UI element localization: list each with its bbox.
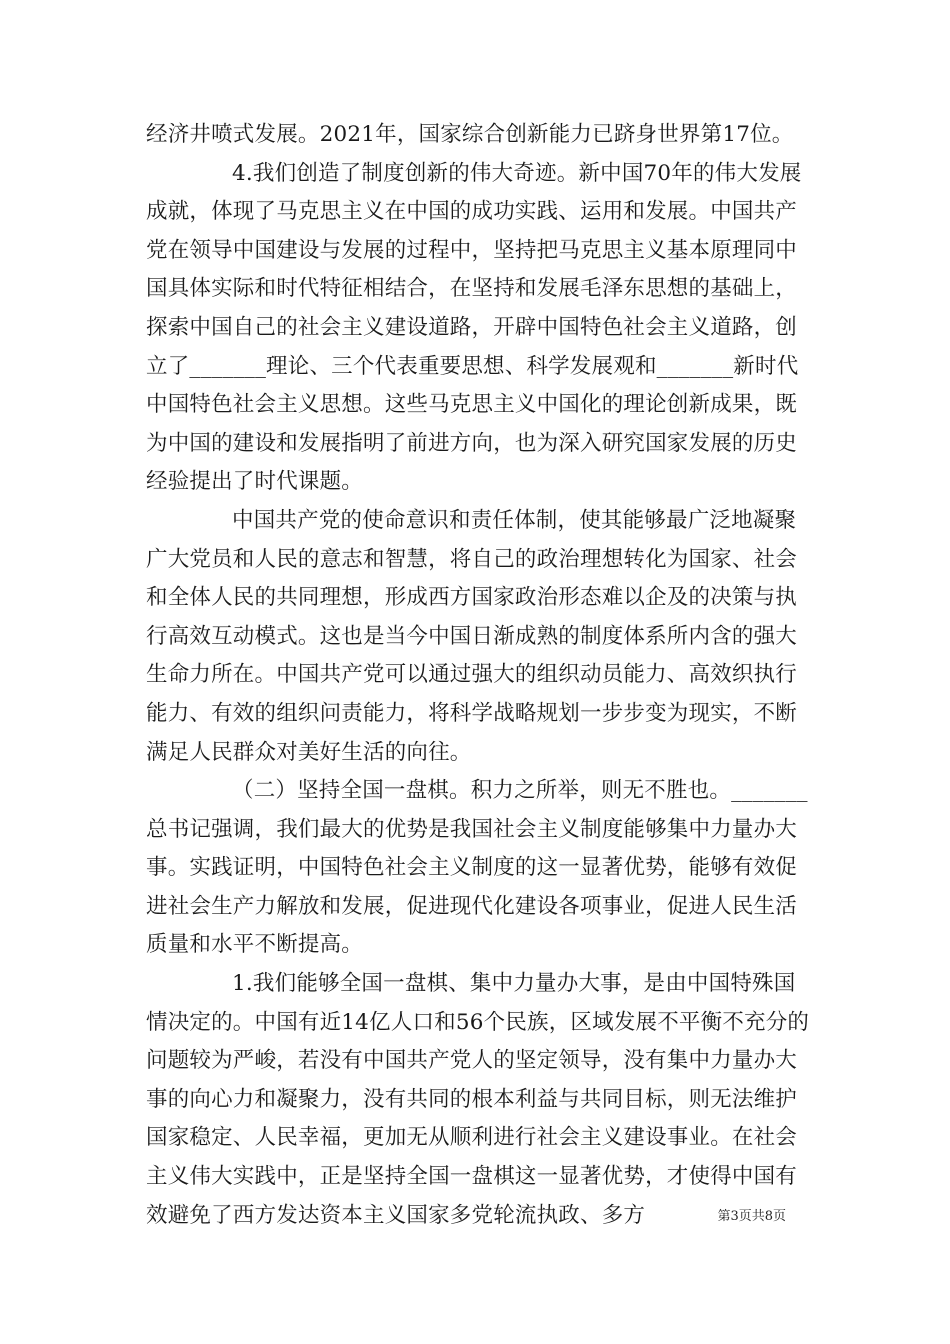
body-text	[146, 116, 810, 1235]
page-number: 第3页共8页	[717, 1209, 786, 1224]
paragraph-4: （二）坚持全国一盘棋。积力之所举，则无不胜也。_______总书记强调，我们最大的优势是我国社会主义制度能够集中力量办大事。实践证明，中国特色社会主义制度的这一显著优势，能够有效促进社会生产力解放和发展，促进现代化建设各项事业，促进人民生活质量和水平不断提高。	[146, 778, 808, 958]
paragraph-3: 中国共产党的使命意识和责任体制，使其能够最广泛地凝聚广大党员和人民的意志和智慧，将自己的政治理想转化为国家、社会和全体人民的共同理想，形成西方国家政治形态难以企及的决策与执行高效互动模式。这也是当今中国日渐成熟的制度体系所内含的强大生命力所在。中国共产党可以通过强大的组织动员能力、高效织执行能力、有效的组织问责能力，将科学战略规划一步步变为现实，不断满足人民群众对美好生活的向往。	[146, 507, 798, 765]
paragraph-5: 1.我们能够全国一盘棋、集中力量办大事，是由中国特殊国情决定的。中国有近14亿人口和56个民族，区域发展不平衡不充分的问题较为严峻，若没有中国共产党人的坚定领导，没有集中力量办大事的向心力和凝聚力，没有共同的根本利益与共同目标，则无法维护国家稳定、人民幸福，更加无从顺利进行社会主义建设事业。在社会主义伟大实践中，正是坚持全国一盘棋这一显著优势，才使得中国有效避免了西方发达资本主义国家多党轮流执政、多方	[146, 971, 810, 1228]
paragraph-2: 4.我们创造了制度创新的伟大奇迹。新中国70年的伟大发展成就，体现了马克思主义在中国的成功实践、运用和发展。中国共产党在领导中国建设与发展的过程中，坚持把马克思主义基本原理同中国具体实际和时代特征相结合，在坚持和发展毛泽东思想的基础上，探索中国自己的社会主义建设道路，开辟中国特色社会主义道路，创立了_______理论、三个代表重要思想、科学发展观和_______新时代中国特色社会主义思想。这些马克思主义中国化的理论创新成果，既为中国的建设和发展指明了前进方向，也为深入研究国家发展的历史经验提出了时代课题。	[146, 160, 802, 495]
paragraph-1: 经济井喷式发展。2021年，国家综合创新能力已跻身世界第17位。	[146, 122, 794, 147]
